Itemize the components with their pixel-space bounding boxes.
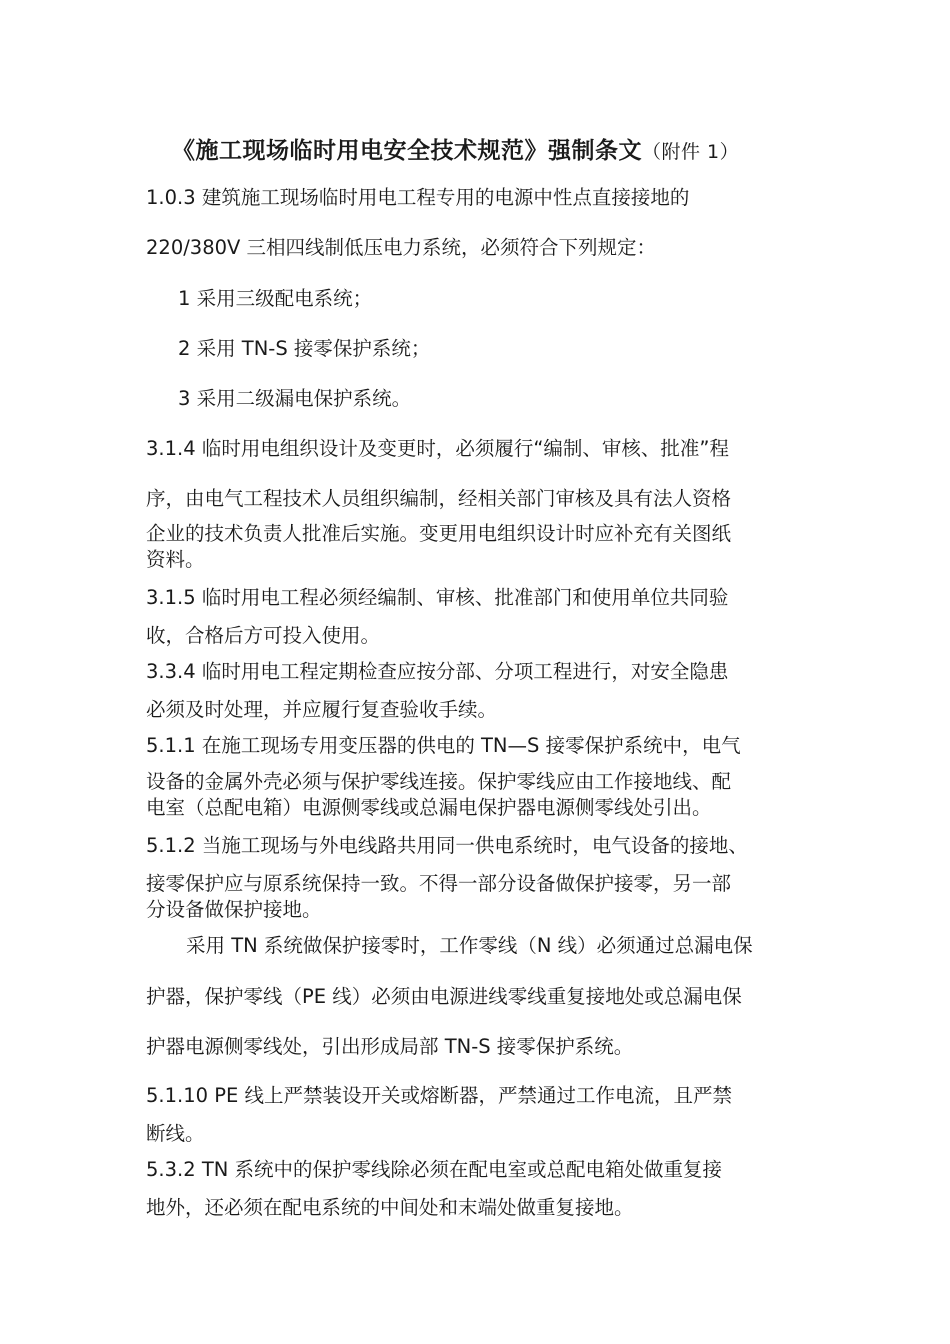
clause-3-1-5-line-2: 收，合格后方可投入使用。 xyxy=(146,624,381,647)
clause-3-1-4-line-1: 3.1.4 临时用电组织设计及变更时，必须履行“编制、审核、批准”程 xyxy=(146,437,730,460)
clause-3-1-4-line-2: 序，由电气工程技术人员组织编制，经相关部门审核及具有法人资格 xyxy=(146,487,732,510)
title-main: 《施工现场临时用电安全技术规范》强制条文 xyxy=(172,138,642,164)
clause-5-3-2-line-2: 地外，还必须在配电系统的中间处和末端处做重复接地。 xyxy=(146,1196,634,1219)
clause-5-1-1-line-1: 5.1.1 在施工现场专用变压器的供电的 TN—S 接零保护系统中，电气 xyxy=(146,734,741,757)
clause-1-0-3-line-1: 1.0.3 建筑施工现场临时用电工程专用的电源中性点直接接地的 xyxy=(146,186,690,209)
clause-5-1-10-line-2: 断线。 xyxy=(146,1122,205,1145)
clause-5-1-2-line-3: 分设备做保护接地。 xyxy=(146,898,322,921)
tn-paragraph-line-2: 护器，保护零线（PE 线）必须由电源进线零线重复接地处或总漏电保 xyxy=(146,985,742,1008)
tn-paragraph-line-1: 采用 TN 系统做保护接零时，工作零线（N 线）必须通过总漏电保 xyxy=(186,934,753,957)
clause-3-1-4-line-4: 资料。 xyxy=(146,548,205,571)
clause-5-1-1-line-3: 电室（总配电箱）电源侧零线或总漏电保护器电源侧零线处引出。 xyxy=(146,796,712,819)
list-item-1: 1 采用三级配电系统； xyxy=(178,287,373,310)
tn-paragraph-line-3: 护器电源侧零线处，引出形成局部 TN-S 接零保护系统。 xyxy=(146,1035,634,1058)
clause-3-3-4-line-1: 3.3.4 临时用电工程定期检查应按分部、分项工程进行，对安全隐患 xyxy=(146,660,729,683)
document-title xyxy=(172,132,739,165)
clause-5-3-2-line-1: 5.3.2 TN 系统中的保护零线除必须在配电室或总配电箱处做重复接 xyxy=(146,1158,723,1181)
clause-5-1-10-line-1: 5.1.10 PE 线上严禁装设开关或熔断器，严禁通过工作电流，且严禁 xyxy=(146,1084,733,1107)
clause-3-1-5-line-1: 3.1.5 临时用电工程必须经编制、审核、批准部门和使用单位共同验 xyxy=(146,586,729,609)
clause-5-1-2-line-2: 接零保护应与原系统保持一致。不得一部分设备做保护接零，另一部 xyxy=(146,872,732,895)
clause-5-1-1-line-2: 设备的金属外壳必须与保护零线连接。保护零线应由工作接地线、配 xyxy=(146,770,732,793)
clause-3-1-4-line-3: 企业的技术负责人批准后实施。变更用电组织设计时应补充有关图纸 xyxy=(146,522,732,545)
title-note: （附件 1） xyxy=(642,141,740,163)
clause-5-1-2-line-1: 5.1.2 当施工现场与外电线路共用同一供电系统时，电气设备的接地、 xyxy=(146,834,748,857)
clause-1-0-3-line-2: 220/380V 三相四线制低压电力系统，必须符合下列规定： xyxy=(146,236,657,259)
list-item-3: 3 采用二级漏电保护系统。 xyxy=(178,387,412,410)
list-item-2: 2 采用 TN-S 接零保护系统； xyxy=(178,337,431,360)
clause-3-3-4-line-2: 必须及时处理，并应履行复查验收手续。 xyxy=(146,698,498,721)
